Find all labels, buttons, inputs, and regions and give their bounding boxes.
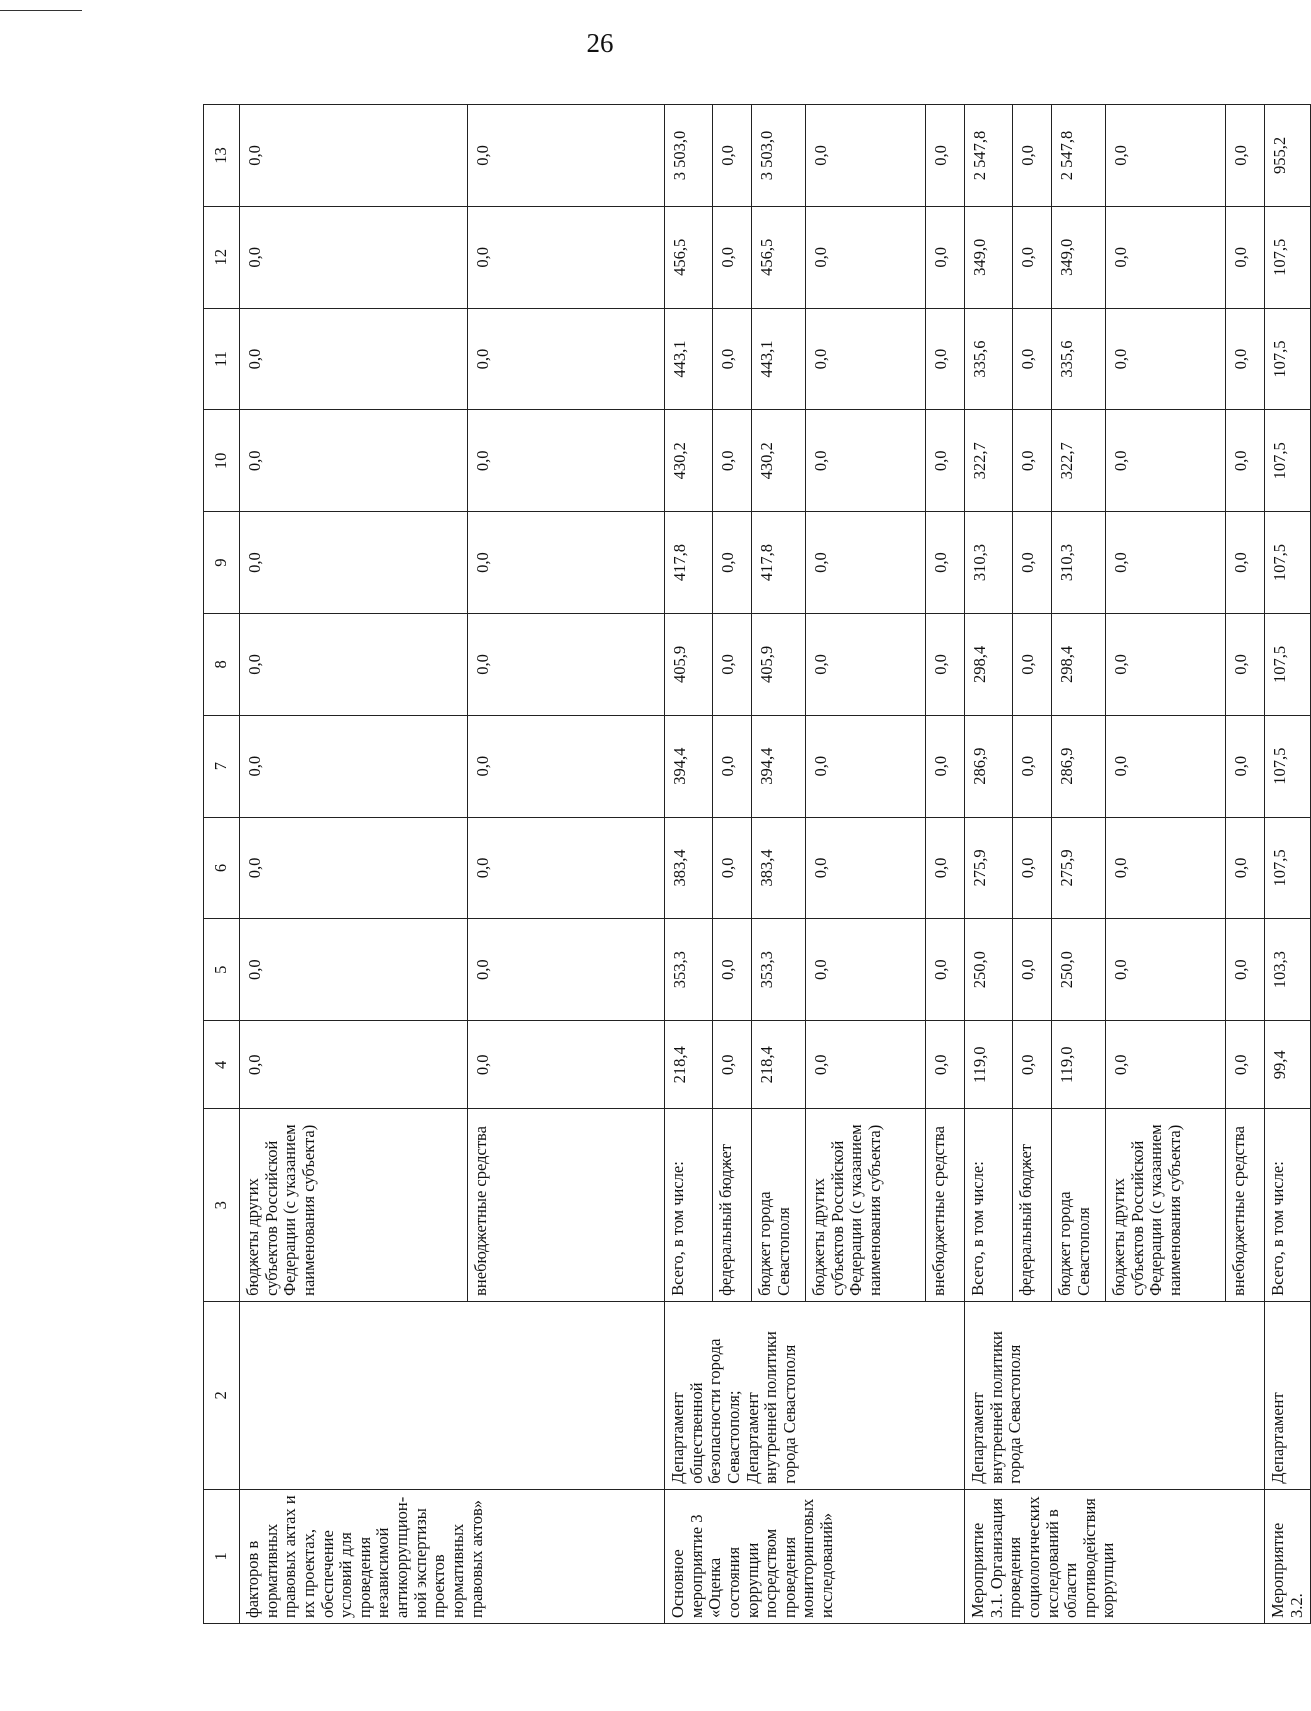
value-cell: 0,0: [1013, 105, 1052, 207]
column-header-2: 2: [204, 1301, 240, 1489]
value-cell: 218,4: [752, 1021, 806, 1109]
value-cell: 0,0: [240, 1021, 468, 1109]
value-cell: 417,8: [665, 512, 713, 614]
value-cell: 107,5: [1265, 308, 1311, 410]
table-row: [1265, 105, 1311, 1624]
value-cell: 0,0: [713, 308, 752, 410]
value-cell: 0,0: [926, 614, 965, 716]
value-cell: 0,0: [806, 1021, 926, 1109]
table-body: [204, 105, 1311, 1624]
value-cell: 0,0: [1226, 308, 1265, 410]
value-cell: 353,3: [752, 919, 806, 1021]
value-cell: 0,0: [713, 817, 752, 919]
value-cell: 0,0: [926, 105, 965, 207]
value-cell: 0,0: [1013, 512, 1052, 614]
value-cell: 0,0: [806, 206, 926, 308]
value-cell: 275,9: [965, 817, 1013, 919]
value-cell: 0,0: [1226, 410, 1265, 512]
activity-cell: Мероприятие 3.1. Организация проведения социологических исследований в области противодействия коррупции: [965, 1489, 1265, 1623]
value-cell: 107,5: [1265, 614, 1311, 716]
value-cell: 0,0: [240, 614, 468, 716]
value-cell: 107,5: [1265, 817, 1311, 919]
value-cell: 456,5: [665, 206, 713, 308]
value-cell: 103,3: [1265, 919, 1311, 1021]
value-cell: 0,0: [713, 715, 752, 817]
value-cell: 0,0: [1013, 715, 1052, 817]
value-cell: 107,5: [1265, 715, 1311, 817]
value-cell: 2 547,8: [1052, 105, 1106, 207]
top-rule: [0, 10, 82, 11]
value-cell: 0,0: [713, 105, 752, 207]
funding-source-cell: Всего, в том числе:: [965, 1109, 1013, 1301]
value-cell: 0,0: [468, 105, 665, 207]
value-cell: 0,0: [1226, 919, 1265, 1021]
activity-cell: Мероприятие 3.2.: [1265, 1489, 1311, 1623]
value-cell: 0,0: [1013, 1021, 1052, 1109]
funding-source-cell: внебюджетные средства: [468, 1109, 665, 1301]
value-cell: 0,0: [713, 919, 752, 1021]
value-cell: 0,0: [468, 308, 665, 410]
value-cell: 0,0: [926, 1021, 965, 1109]
value-cell: 383,4: [665, 817, 713, 919]
column-header-7: 7: [204, 715, 240, 817]
value-cell: 417,8: [752, 512, 806, 614]
executor-cell: [240, 1301, 665, 1489]
value-cell: 456,5: [752, 206, 806, 308]
value-cell: 310,3: [965, 512, 1013, 614]
value-cell: 322,7: [1052, 410, 1106, 512]
value-cell: 250,0: [965, 919, 1013, 1021]
value-cell: 335,6: [1052, 308, 1106, 410]
value-cell: 405,9: [752, 614, 806, 716]
value-cell: 0,0: [1106, 410, 1226, 512]
value-cell: 0,0: [1013, 817, 1052, 919]
column-header-8: 8: [204, 614, 240, 716]
rotated-table-wrapper: [203, 104, 1306, 1624]
value-cell: 0,0: [713, 410, 752, 512]
value-cell: 0,0: [240, 105, 468, 207]
table-row: [965, 105, 1013, 1624]
funding-table: [203, 104, 1311, 1624]
value-cell: 3 503,0: [665, 105, 713, 207]
value-cell: 0,0: [1013, 919, 1052, 1021]
value-cell: 0,0: [1106, 715, 1226, 817]
column-header-6: 6: [204, 817, 240, 919]
table-row: [665, 105, 713, 1624]
value-cell: 0,0: [1106, 614, 1226, 716]
value-cell: 353,3: [665, 919, 713, 1021]
executor-cell: Департамент внутренней политики города Севастополя: [965, 1301, 1265, 1489]
column-header-13: 13: [204, 105, 240, 207]
value-cell: 0,0: [1226, 715, 1265, 817]
value-cell: 0,0: [1106, 817, 1226, 919]
activity-cell: Основное мероприятие 3 «Оценка состояния коррупции посредством проведения мониторинговых исследований»: [665, 1489, 965, 1623]
column-header-12: 12: [204, 206, 240, 308]
value-cell: 0,0: [468, 919, 665, 1021]
value-cell: 0,0: [806, 715, 926, 817]
column-header-4: 4: [204, 1021, 240, 1109]
value-cell: 119,0: [1052, 1021, 1106, 1109]
value-cell: 250,0: [1052, 919, 1106, 1021]
value-cell: 286,9: [1052, 715, 1106, 817]
value-cell: 0,0: [240, 817, 468, 919]
value-cell: 0,0: [240, 715, 468, 817]
funding-source-cell: внебюджетные средства: [1226, 1109, 1265, 1301]
funding-source-cell: бюджет города Севастополя: [752, 1109, 806, 1301]
value-cell: 0,0: [1013, 410, 1052, 512]
value-cell: 430,2: [665, 410, 713, 512]
value-cell: 0,0: [1226, 614, 1265, 716]
funding-source-cell: федеральный бюджет: [1013, 1109, 1052, 1301]
value-cell: 0,0: [806, 919, 926, 1021]
value-cell: 443,1: [665, 308, 713, 410]
value-cell: 0,0: [806, 410, 926, 512]
column-header-5: 5: [204, 919, 240, 1021]
value-cell: 0,0: [240, 919, 468, 1021]
value-cell: 0,0: [1106, 105, 1226, 207]
value-cell: 0,0: [1226, 1021, 1265, 1109]
value-cell: 0,0: [468, 1021, 665, 1109]
column-header-10: 10: [204, 410, 240, 512]
value-cell: 107,5: [1265, 512, 1311, 614]
value-cell: 0,0: [1106, 1021, 1226, 1109]
page-number: 26: [586, 28, 614, 58]
value-cell: 0,0: [1106, 512, 1226, 614]
table-row: [240, 105, 468, 1624]
value-cell: 335,6: [965, 308, 1013, 410]
value-cell: 0,0: [1226, 105, 1265, 207]
value-cell: 0,0: [926, 308, 965, 410]
value-cell: 3 503,0: [752, 105, 806, 207]
column-header-1: 1: [204, 1489, 240, 1623]
value-cell: 349,0: [965, 206, 1013, 308]
funding-source-cell: федеральный бюджет: [713, 1109, 752, 1301]
funding-source-cell: бюджеты других субъектов Российской Федерации (с указанием наименования субъекта): [806, 1109, 926, 1301]
value-cell: 107,5: [1265, 410, 1311, 512]
value-cell: 430,2: [752, 410, 806, 512]
value-cell: 405,9: [665, 614, 713, 716]
funding-source-cell: Всего, в том числе:: [1265, 1109, 1311, 1301]
value-cell: 0,0: [926, 817, 965, 919]
column-header-9: 9: [204, 512, 240, 614]
value-cell: 0,0: [806, 512, 926, 614]
executor-cell: Департамент общественной безопасности города Севастополя; Департамент внутренней политики города Севастополя: [665, 1301, 965, 1489]
value-cell: 0,0: [240, 410, 468, 512]
value-cell: 0,0: [1013, 206, 1052, 308]
funding-source-cell: бюджет города Севастополя: [1052, 1109, 1106, 1301]
funding-source-cell: бюджеты других субъектов Российской Федерации (с указанием наименования субъекта): [1106, 1109, 1226, 1301]
value-cell: 0,0: [926, 919, 965, 1021]
value-cell: 218,4: [665, 1021, 713, 1109]
value-cell: 0,0: [468, 715, 665, 817]
value-cell: 322,7: [965, 410, 1013, 512]
value-cell: 0,0: [468, 512, 665, 614]
value-cell: 0,0: [806, 308, 926, 410]
funding-source-cell: Всего, в том числе:: [665, 1109, 713, 1301]
value-cell: 0,0: [240, 308, 468, 410]
header-row: [204, 105, 240, 1624]
value-cell: 0,0: [926, 512, 965, 614]
value-cell: 298,4: [1052, 614, 1106, 716]
value-cell: 0,0: [713, 614, 752, 716]
value-cell: 0,0: [1106, 919, 1226, 1021]
value-cell: 0,0: [806, 614, 926, 716]
value-cell: 107,5: [1265, 206, 1311, 308]
value-cell: 0,0: [1226, 817, 1265, 919]
value-cell: 0,0: [1013, 614, 1052, 716]
value-cell: 2 547,8: [965, 105, 1013, 207]
value-cell: 0,0: [1226, 512, 1265, 614]
value-cell: 0,0: [1013, 308, 1052, 410]
value-cell: 0,0: [713, 512, 752, 614]
value-cell: 394,4: [752, 715, 806, 817]
value-cell: 310,3: [1052, 512, 1106, 614]
value-cell: 0,0: [926, 410, 965, 512]
funding-source-cell: бюджеты других субъектов Российской Федерации (с указанием наименования субъекта): [240, 1109, 468, 1301]
value-cell: 0,0: [713, 1021, 752, 1109]
value-cell: 119,0: [965, 1021, 1013, 1109]
value-cell: 0,0: [1106, 308, 1226, 410]
value-cell: 0,0: [240, 206, 468, 308]
value-cell: 99,4: [1265, 1021, 1311, 1109]
value-cell: 955,2: [1265, 105, 1311, 207]
executor-cell: Департамент: [1265, 1301, 1311, 1489]
value-cell: 383,4: [752, 817, 806, 919]
column-header-3: 3: [204, 1109, 240, 1301]
value-cell: 0,0: [468, 614, 665, 716]
value-cell: 349,0: [1052, 206, 1106, 308]
value-cell: 0,0: [926, 715, 965, 817]
activity-cell: факторов в нормативных правовых актах и их проектах, обеспечение условий для проведения независимой антикоррупцион-ной экспертизы проектов нормативных правовых актов»: [240, 1489, 665, 1623]
value-cell: 275,9: [1052, 817, 1106, 919]
funding-source-cell: внебюджетные средства: [926, 1109, 965, 1301]
value-cell: 298,4: [965, 614, 1013, 716]
value-cell: 0,0: [468, 206, 665, 308]
value-cell: 0,0: [240, 512, 468, 614]
value-cell: 286,9: [965, 715, 1013, 817]
value-cell: 0,0: [1226, 206, 1265, 308]
value-cell: 0,0: [468, 817, 665, 919]
value-cell: 443,1: [752, 308, 806, 410]
value-cell: 0,0: [468, 410, 665, 512]
value-cell: 0,0: [806, 105, 926, 207]
value-cell: 0,0: [926, 206, 965, 308]
value-cell: 0,0: [806, 817, 926, 919]
value-cell: 394,4: [665, 715, 713, 817]
value-cell: 0,0: [713, 206, 752, 308]
value-cell: 0,0: [1106, 206, 1226, 308]
column-header-11: 11: [204, 308, 240, 410]
